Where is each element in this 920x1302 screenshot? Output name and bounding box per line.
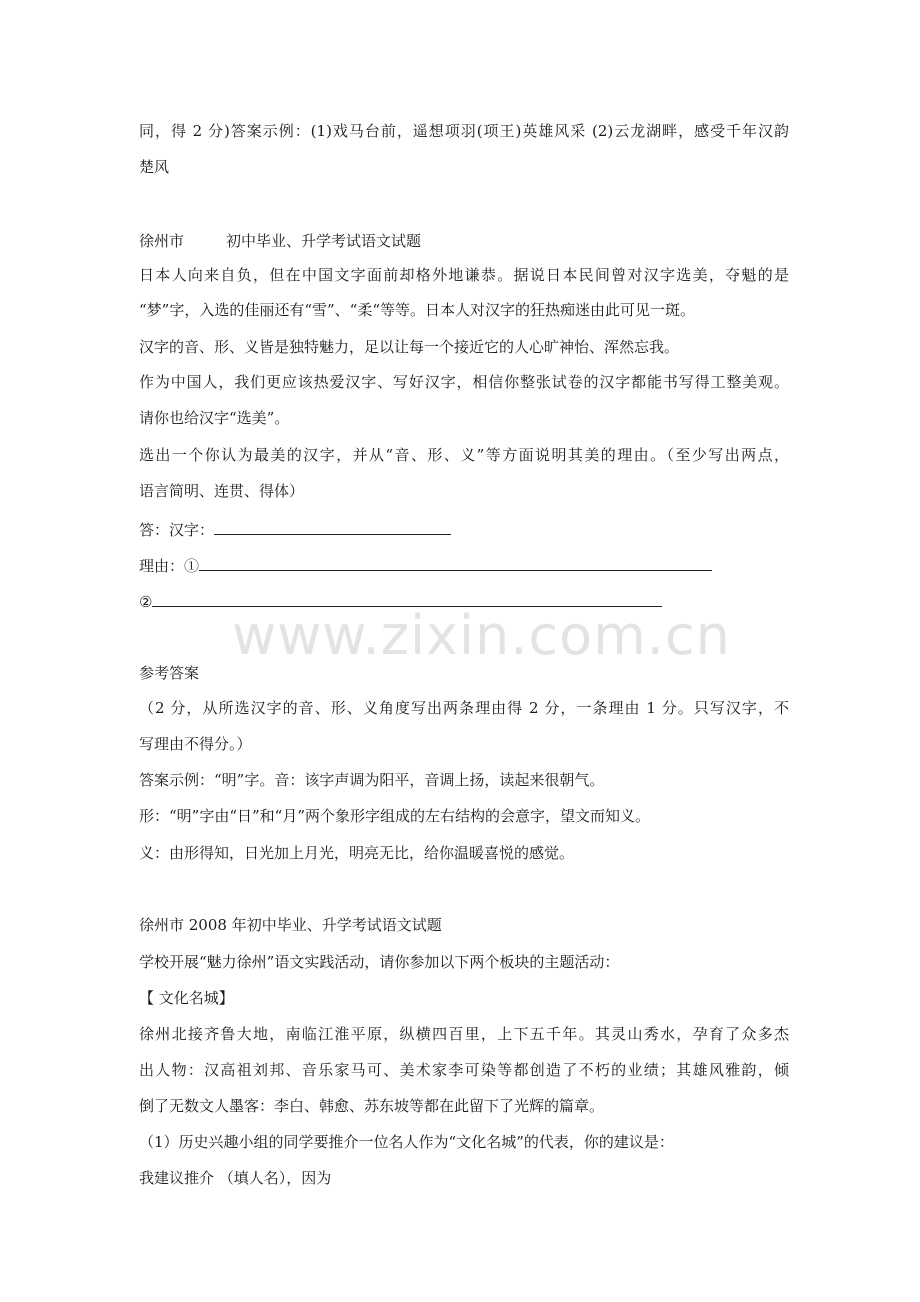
answer-meaning: 义：由形得知，日光加上月光，明亮无比，给你温暖喜悦的感觉。 (139, 844, 575, 862)
reference-answer-line: 写理由不得分。） (139, 735, 252, 753)
activity-intro: 学校开展“魅力徐州”语文实践活动，请你参加以下两个板块的主题活动： (139, 953, 620, 971)
section-heading: 【 文化名城】 (139, 989, 234, 1007)
question-1-answer: 我建议推介 （填人名），因为 (139, 1169, 332, 1187)
passage-line: 出人物：汉高祖刘邦、音乐家马可、美术家李可染等都创造了不朽的业绩；其雄风雅韵，倾 (139, 1061, 789, 1079)
reason-blank-2[interactable] (152, 590, 662, 607)
question-line: 语言简明、连贯、得体） (139, 482, 305, 500)
answer-example-ming: 答案示例：“明”字。音：该字声调为阳平，音调上扬，读起来很朝气。 (139, 771, 605, 789)
answer-hanzi-label: 答：汉字： (139, 521, 215, 539)
reason-row-2 (139, 590, 789, 612)
reason-2-label: ② (139, 593, 153, 611)
answer-example-line-cont: 楚风 (139, 158, 170, 176)
answer-example-line: 同，得 2 分)答案示例：(1)戏马台前，遥想项羽(项王)英雄风采 (2)云龙湖畔，感受千年汉韵 (139, 122, 789, 140)
passage-line: 徐州北接齐鲁大地，南临江淮平原，纵横四百里，上下五千年。其灵山秀水，孕育了众多杰 (139, 1025, 789, 1043)
reference-answer-line: （2 分，从所选汉字的音、形、义角度写出两条理由得 2 分，一条理由 1 分。只写汉字，不 (139, 699, 789, 717)
passage-line: 作为中国人，我们更应该热爱汉字、写好汉字，相信你整张试卷的汉字都能书写得工整美观。 (139, 373, 789, 391)
passage-line: 请你也给汉字“选美”。 (139, 409, 290, 427)
exam-title-2008: 徐州市 2008 年初中毕业、升学考试语文试题 (139, 916, 442, 934)
answer-hanzi-row (139, 518, 789, 540)
answer-hanzi-blank[interactable] (214, 518, 451, 535)
watermark-text: www.zixin.com.cn (232, 604, 731, 667)
reason-label: 理由：① (139, 557, 200, 575)
passage-line: 倒了无数文人墨客：李白、韩愈、苏东坡等都在此留下了光辉的篇章。 (139, 1097, 605, 1115)
passage-line: 日本人向来自负，但在中国文字面前却格外地谦恭。据说日本民间曾对汉字选美，夺魁的是 (139, 266, 789, 284)
question-1: （1）历史兴趣小组的同学要推介一位名人作为“文化名城”的代表，你的建议是： (139, 1133, 674, 1151)
reason-blank-1[interactable] (199, 554, 712, 571)
exam-title-name: 初中毕业、升学考试语文试题 (226, 232, 422, 250)
passage-line: “梦”字，入选的佳丽还有“雪”、“柔“等等。日本人对汉字的狂热痴迷由此可见一斑。 (139, 301, 696, 319)
reference-answer-title: 参考答案 (139, 664, 200, 682)
exam-title-city: 徐州市 (139, 232, 185, 250)
passage-line: 汉字的音、形、义皆是独特魅力，足以让每一个接近它的人心旷神怡、浑然忘我。 (139, 338, 680, 356)
answer-shape: 形：“明”字由“日”和“月”两个象形字组成的左右结构的会意字，望文而知义。 (139, 807, 651, 825)
question-line: 选出一个你认为最美的汉字，并从“音、形、义”等方面说明其美的理由。（至少写出两点， (139, 446, 789, 464)
exam-title (139, 231, 789, 251)
reason-row-1 (139, 554, 789, 576)
